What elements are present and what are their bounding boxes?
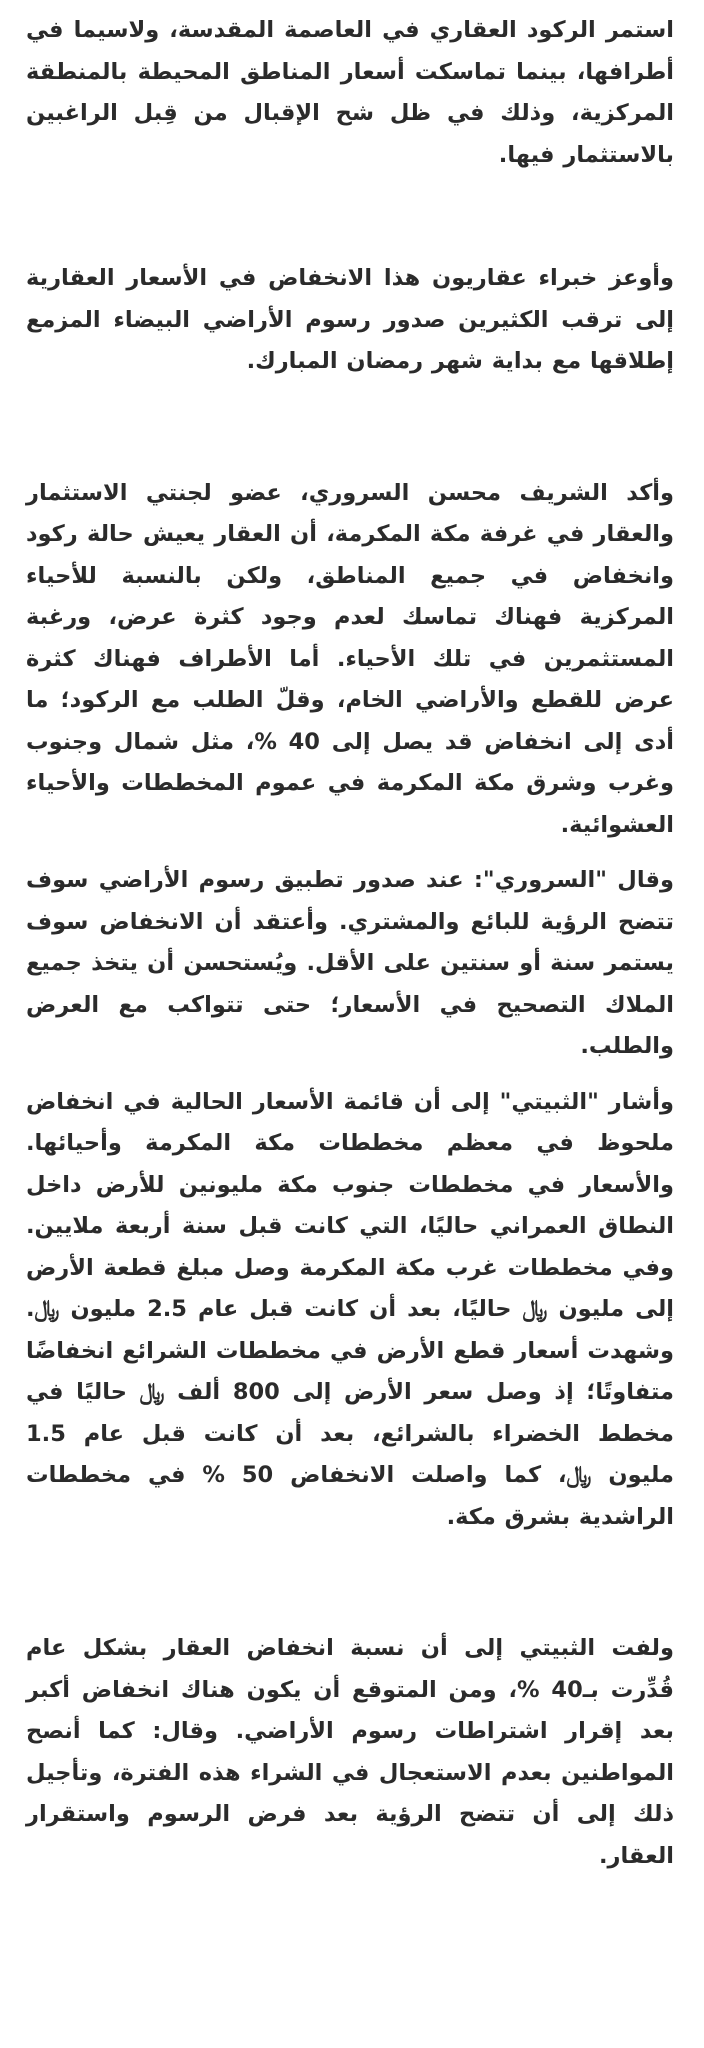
paragraph-intro: استمر الركود العقاري في العاصمة المقدسة، ولاسيما في أطرافها، بينما تماسكت أسعار المناطق المحيطة بالمنطقة المركزية، وذلك في ظل شح الإقبال من قِبل الراغبين بالاستثمار فيها. bbox=[26, 17, 674, 168]
paragraph-thubaiti-prices: وأشار "الثبيتي" إلى أن قائمة الأسعار الحالية في انخفاض ملحوظ في معظم مخططات مكة المكرمة وأحيائها. والأسعار في مخططات جنوب مكة مليونين للأرض داخل النطاق العمراني حاليًا، التي كانت قبل سنة أربعة ملايين. وفي مخططات غرب مكة المكرمة وصل مبلغ قطعة الأرض إلى مليون ﷼ حاليًا، بعد أن كانت قبل عام 2.5 مليون ﷼. وشهدت أسعار قطع الأرض في مخططات الشرائع انخفاضًا متفاوتًا؛ إذ وصل سعر الأرض إلى 800 ألف ﷼ حاليًا في مخطط الخضراء بالشرائع، بعد أن كانت قبل عام 1.5 مليون ﷼، كما واصلت الانخفاض 50 % في مخططات الراشدية بشرق مكة. bbox=[26, 1088, 675, 1530]
paragraph-thubaiti-advice: ولفت الثبيتي إلى أن نسبة انخفاض العقار بشكل عام قُدِّرت بـ40 %، ومن المتوقع أن يكون هناك انخفاض أكبر بعد إقرار اشتراطات رسوم الأراضي. وقال: كما أنصح المواطنين بعدم الاستعجال في الشراء هذه الفترة، وتأجيل ذلك إلى أن تتضح الرؤية بعد فرض الرسوم واستقرار العقار. bbox=[26, 1635, 674, 1869]
paragraph-experts: وأوعز خبراء عقاريون هذا الانخفاض في الأسعار العقارية إلى ترقب الكثيرين صدور رسوم الأراضي البيضاء المزمع إطلاقها مع بداية شهر رمضان المبارك. bbox=[26, 265, 674, 374]
paragraph-sarouri-statement: وأكد الشريف محسن السروري، عضو لجنتي الاستثمار والعقار في غرفة مكة المكرمة، أن العقار يعيش حالة ركود وانخفاض في جميع المناطق، ولكن بالنسبة للأحياء المركزية فهناك تماسك لعدم وجود كثرة عرض، ورغبة المستثمرين في تلك الأحياء. أما الأطراف فهناك كثرة عرض للقطع والأراضي الخام، وقلّ الطلب مع الركود؛ ما أدى إلى انخفاض قد يصل إلى 40 %، مثل شمال وجنوب وغرب وشرق مكة المكرمة في عموم المخططات والأحياء العشوائية. bbox=[26, 479, 674, 838]
paragraph-sarouri-quote: وقال "السروري": عند صدور تطبيق رسوم الأراضي سوف تتضح الرؤية للبائع والمشتري. وأعتقد أن الانخفاض سوف يستمر سنة أو سنتين على الأقل. ويُستحسن أن يتخذ جميع الملاك التصحيح في الأسعار؛ حتى تتواكب مع العرض والطلب. bbox=[26, 867, 674, 1059]
